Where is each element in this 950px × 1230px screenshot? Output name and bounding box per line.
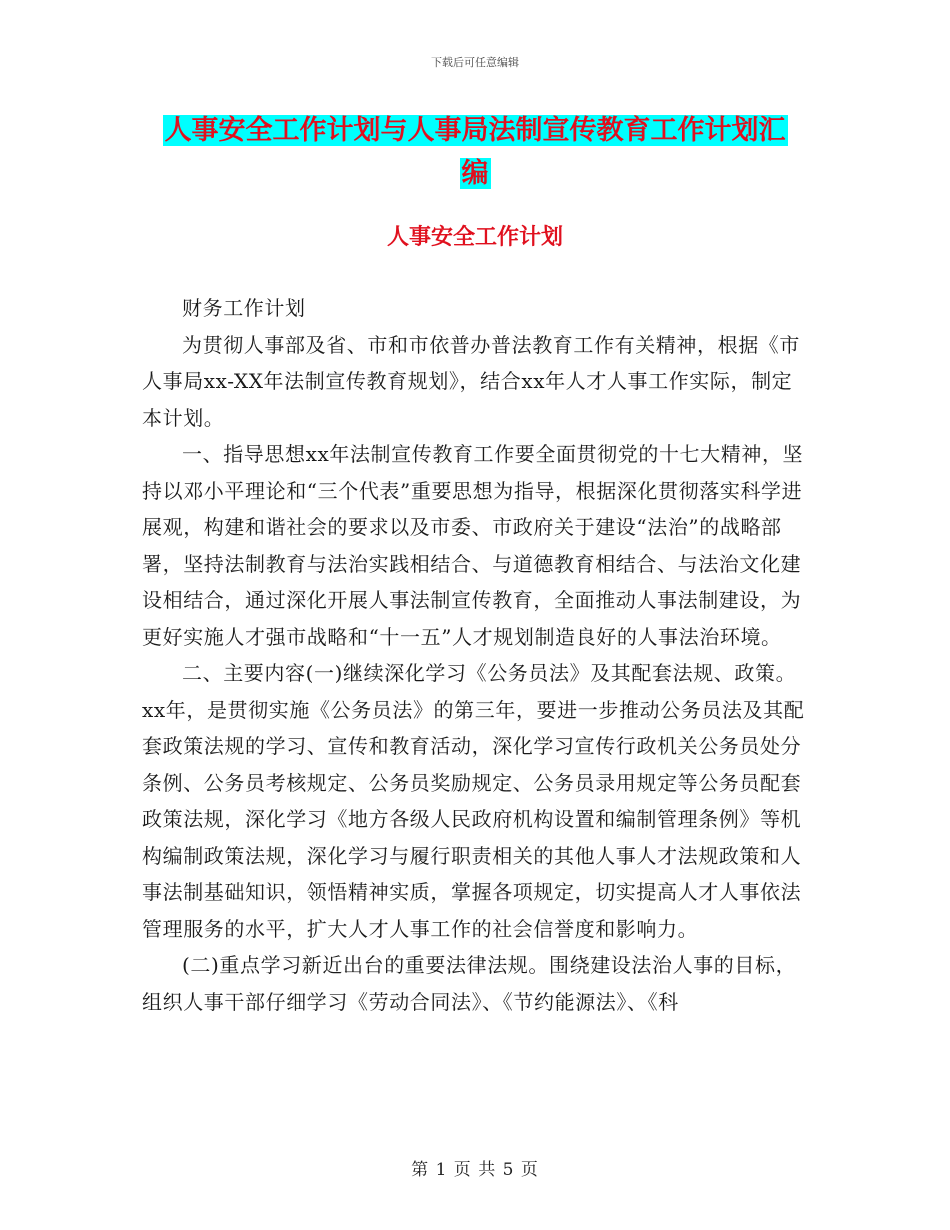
document-title-line-1: [0, 112, 950, 150]
header-note: 下载后可任意编辑: [431, 56, 519, 69]
section-title: 人事安全工作计划: [386, 224, 563, 250]
paragraph-4: 二、主要内容(一)继续深化学习《公务员法》及其配套法规、政策。xx年，是贯彻实施《公务员法》的第三年，要进一步推动公务员法及其配套政策法规的学习、宣传和教育活动，深化学习宣传行政机关公务员处分条例、公务员考核规定、公务员奖励规定、公务员录用规定等公务员配套政策法规，深化学习《地方各级人民政府机构设置和编制管理条例》等机构编制政策法规，深化学习与履行职责相关的其他人事人才法规政策和人事法制基础知识，领悟精神实质，掌握各项规定，切实提高人才人事依法管理服务的水平，扩大人才人事工作的社会信誉度和影响力。: [142, 661, 805, 941]
document-body: [142, 290, 810, 1020]
document-title-text-2: 编: [461, 158, 489, 189]
paragraph-3: 一、指导思想xx年法制宣传教育工作要全面贯彻党的十七大精神，坚持以邓小平理论和“三个代表”重要思想为指导，根据深化贯彻落实科学进展观，构建和谐社会的要求以及市委、市政府关于建设“法治”的战略部署，坚持法制教育与法治实践相结合、与道德教育相结合、与法治文化建设相结合，通过深化开展人事法制宣传教育，全面推动人事法制建设，为更好实施人才强市战略和“十一五”人才规划制造良好的人事法治环境。: [142, 442, 804, 649]
document-title-line-2: [0, 155, 950, 193]
page-footer: 第 1 页 共 5 页: [411, 1160, 539, 1180]
document-title-text-1: 人事安全工作计划与人事局法制宣传教育工作计划汇: [164, 115, 786, 146]
paragraph-1: 财务工作计划: [182, 296, 306, 320]
paragraph-2: 为贯彻人事部及省、市和市依普办普法教育工作有关精神，根据《市人事局xx-XX年法制宣传教育规划》，结合xx年人才人事工作实际，制定本计划。: [142, 332, 800, 430]
paragraph-5: (二)重点学习新近出台的重要法律法规。围绕建设法治人事的目标，组织人事干部仔细学习《劳动合同法》、《节约能源法》、《科: [142, 953, 797, 1014]
